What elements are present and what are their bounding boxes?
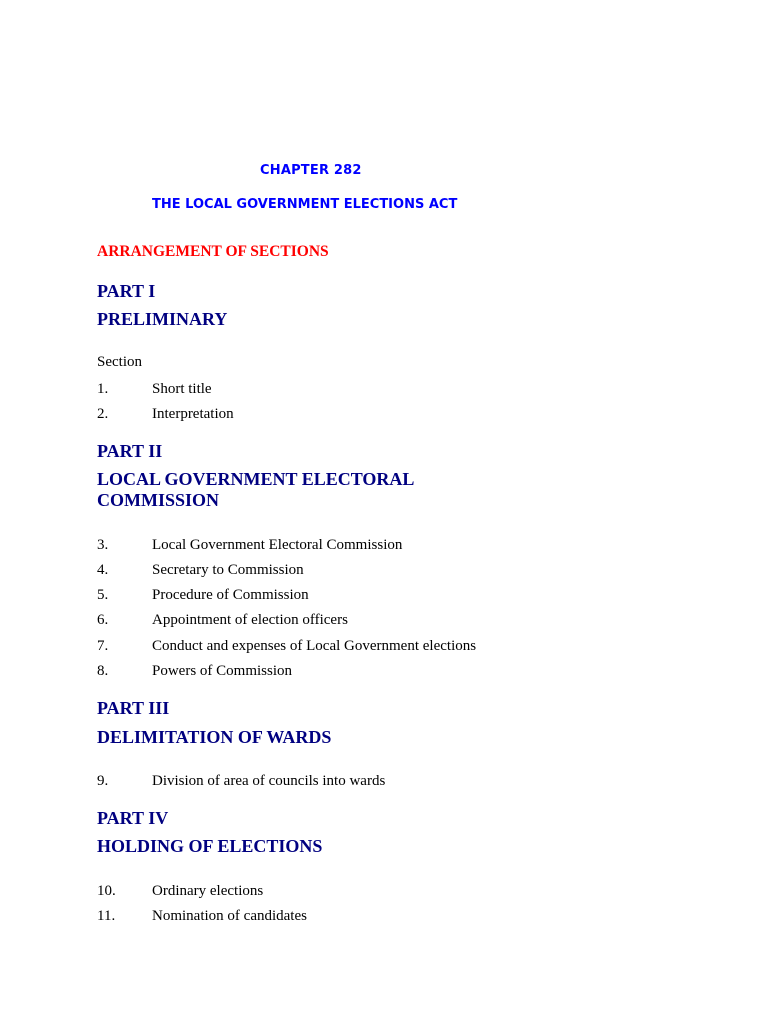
section-title: Conduct and expenses of Local Government elections bbox=[152, 638, 477, 654]
section-entry bbox=[97, 611, 348, 629]
section-number: 5. bbox=[97, 587, 109, 603]
section-number: 8. bbox=[97, 663, 109, 679]
part-heading: PART IV bbox=[97, 808, 169, 828]
part-title: LOCAL GOVERNMENT ELECTORAL COMMISSION bbox=[97, 469, 414, 510]
section-title: Local Government Electoral Commission bbox=[152, 537, 403, 553]
section-entry bbox=[97, 405, 234, 423]
section-entry bbox=[97, 882, 263, 900]
section-number: 3. bbox=[97, 537, 109, 553]
arrangement-heading: ARRANGEMENT OF SECTIONS bbox=[97, 243, 329, 260]
section-number: 4. bbox=[97, 562, 109, 578]
section-title: Ordinary elections bbox=[152, 883, 264, 899]
section-entry bbox=[97, 561, 304, 579]
section-number: 2. bbox=[97, 406, 109, 422]
section-number: 7. bbox=[97, 638, 109, 654]
part-heading: PART III bbox=[97, 698, 170, 718]
section-entry bbox=[97, 907, 307, 925]
part-title: HOLDING OF ELECTIONS bbox=[97, 836, 323, 856]
section-entry bbox=[97, 772, 385, 790]
section-number: 9. bbox=[97, 773, 109, 789]
section-title: Powers of Commission bbox=[152, 663, 293, 679]
section-title: Procedure of Commission bbox=[152, 587, 309, 603]
section-number: 11. bbox=[97, 908, 116, 924]
section-title: Interpretation bbox=[152, 406, 234, 422]
section-title: Secretary to Commission bbox=[152, 562, 304, 578]
part-heading: PART II bbox=[97, 441, 163, 461]
chapter-number: CHAPTER 282 bbox=[260, 163, 362, 178]
act-title: THE LOCAL GOVERNMENT ELECTIONS ACT bbox=[152, 197, 458, 212]
part-heading: PART I bbox=[97, 281, 156, 301]
section-title: Appointment of election officers bbox=[152, 612, 348, 628]
section-number: 1. bbox=[97, 381, 109, 397]
section-number: 10. bbox=[97, 883, 116, 899]
section-title: Short title bbox=[152, 381, 212, 397]
section-number: 6. bbox=[97, 612, 109, 628]
section-column-label: Section bbox=[97, 354, 142, 370]
section-title: Division of area of councils into wards bbox=[152, 773, 386, 789]
part-title: DELIMITATION OF WARDS bbox=[97, 727, 332, 747]
section-entry bbox=[97, 586, 309, 604]
section-entry bbox=[97, 637, 476, 655]
section-entry bbox=[97, 662, 292, 680]
section-entry bbox=[97, 380, 212, 398]
section-entry bbox=[97, 536, 402, 554]
section-title: Nomination of candidates bbox=[152, 908, 307, 924]
part-title: PRELIMINARY bbox=[97, 309, 228, 329]
